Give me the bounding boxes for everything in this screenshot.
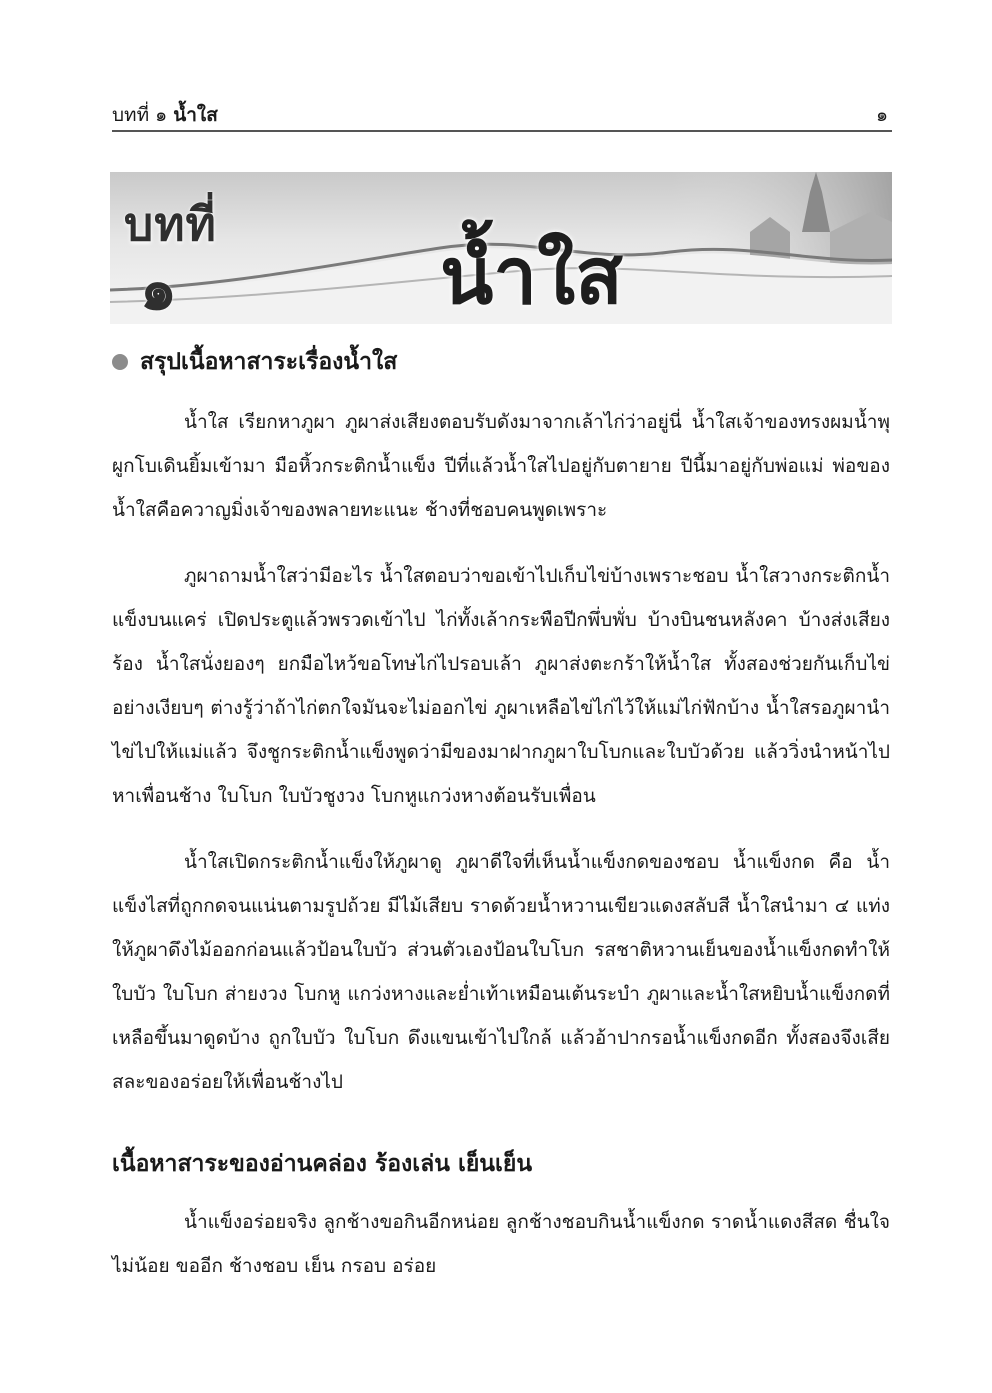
chapter-label: บทที่ ๑: [112, 104, 168, 126]
summary-paragraph-2: ภูผาถามน้ำใสว่ามีอะไร น้ำใสตอบว่าขอเข้าไปเก็บไข่บ้างเพราะชอบ น้ำใสวางกระติกน้ำแข็งบนแคร่ เปิดประตูแล้วพรวดเข้าไป ไก่ทั้งเล้ากระพือปีกพึ่บพั่บ บ้างบินชนหลังคา บ้างส่งเสียงร้อง น้ำใสนั่งยองๆ ยกมือไหว้ขอโทษไก่ไปรอบเล้า ภูผาส่งตะกร้าให้น้ำใส ทั้งสองช่วยกันเก็บไข่อย่างเงียบๆ ต่างรู้ว่าถ้าไก่ตกใจมันจะไม่ออกไข่ ภูผาเหลือไข่ไก่ไว้ให้แม่ไก่ฟักบ้าง น้ำใสรอภูผานำไข่ไปให้แม่แล้ว จึงชูกระติกน้ำแข็งพูดว่ามีของมาฝากภูผาใบโบกและใบบัวด้วย แล้ววิ่งนำหน้าไปหาเพื่อนช้าง ใบโบก ใบบัวชูงวง โบกหูแกว่งหางต้อนรับเพื่อน: [112, 565, 890, 807]
banner-chapter-word: บทที่: [124, 197, 217, 251]
chapter-name: น้ำใส: [173, 104, 218, 126]
summary-paragraph-1: น้ำใส เรียกหาภูผา ภูผาส่งเสียงตอบรับดังมาจากเล้าไก่ว่าอยู่นี่ น้ำใสเจ้าของทรงผมน้ำพุผูกโบเดินยิ้มเข้ามา มือหิ้วกระติกน้ำแข็ง ปีที่แล้วน้ำใสไปอยู่กับตายาย ปีนี้มาอยู่กับพ่อแม่ พ่อของน้ำใสคือควาญมิ่งเจ้าของพลายทะแนะ ช้างที่ชอบคนพูดเพราะ: [112, 411, 890, 521]
banner-title: น้ำใส: [440, 232, 623, 322]
banner-chapter-number: ๑: [140, 255, 177, 323]
running-header: [112, 98, 892, 132]
summary-heading-text: สรุปเนื้อหาสาระเรื่องน้ำใส: [140, 349, 398, 375]
summary-heading: [112, 344, 397, 380]
chapter-banner: [110, 172, 892, 324]
summary-paragraph-3: น้ำใสเปิดกระติกน้ำแข็งให้ภูผาดู ภูผาดีใจที่เห็นน้ำแข็งกดของชอบ น้ำแข็งกด คือ น้ำแข็งไสที่ถูกกดจนแน่นตามรูปถ้วย มีไม้เสียบ ราดด้วยน้ำหวานเขียวแดงสลับสี น้ำใสนำมา ๔ แท่ง ให้ภูผาดึงไม้ออกก่อนแล้วป้อนใบบัว ส่วนตัวเองป้อนใบโบก รสชาติหวานเย็นของน้ำแข็งกดทำให้ใบบัว ใบโบก ส่ายงวง โบกหู แกว่งหางและย่ำเท้าเหมือนเต้นระบำ ภูผาและน้ำใสหยิบน้ำแข็งกดที่เหลือขึ้นมาดูดบ้าง ถูกใบบัว ใบโบก ดึงแขนเข้าไปใกล้ แล้วอ้าปากรอน้ำแข็งกดอีก ทั้งสองจึงเสียสละของอร่อยให้เพื่อนช้างไป: [112, 851, 890, 1093]
page-number: ๑: [875, 104, 888, 126]
bullet-icon: [112, 354, 128, 370]
reading-paragraph: น้ำแข็งอร่อยจริง ลูกช้างขอกินอีกหน่อย ลูกช้างชอบกินน้ำแข็งกด ราดน้ำแดงสีสด ชื่นใจไม่น้อย ขออีก ช้างชอบ เย็น กรอบ อร่อย: [112, 1211, 890, 1277]
running-header-left: [112, 100, 218, 130]
reading-heading: เนื้อหาสาระของอ่านคล่อง ร้องเล่น เย็นเย็น: [112, 1151, 533, 1177]
